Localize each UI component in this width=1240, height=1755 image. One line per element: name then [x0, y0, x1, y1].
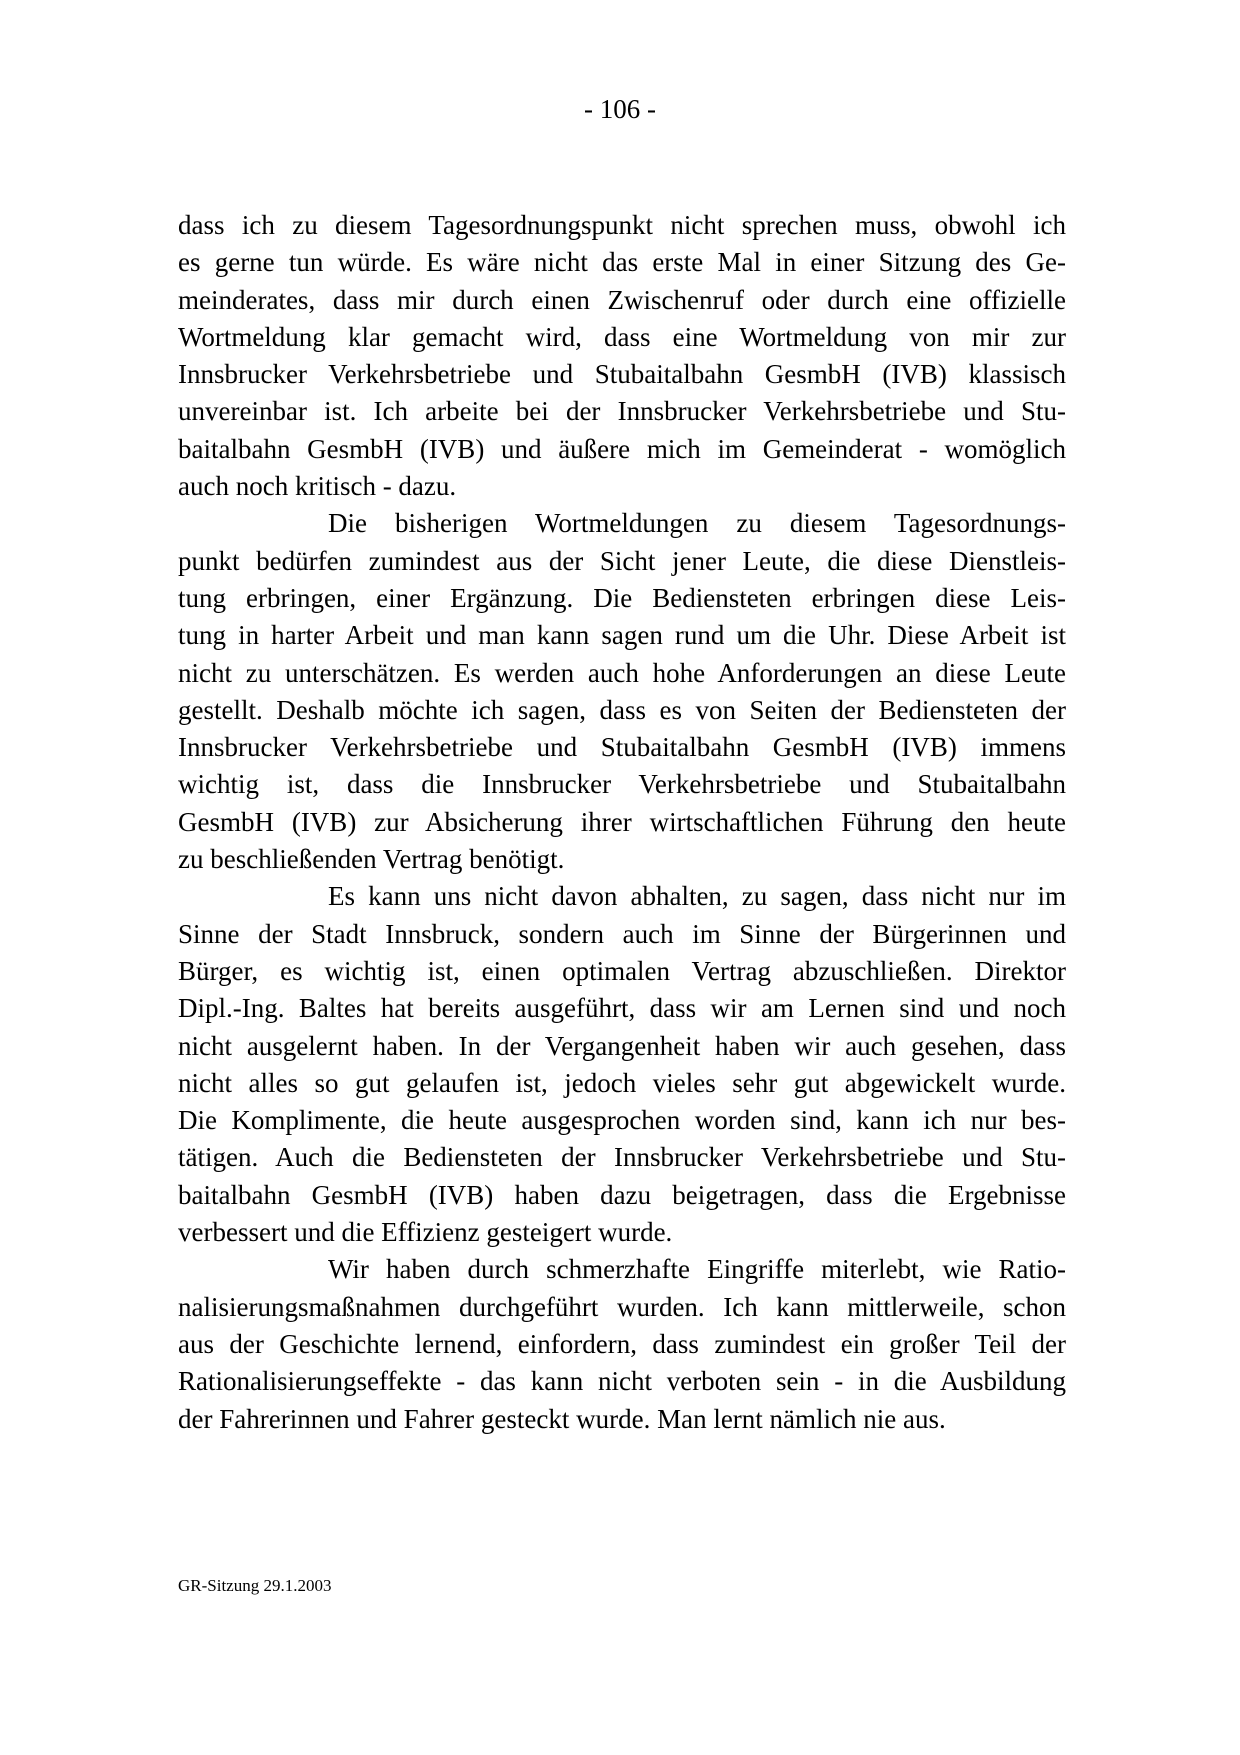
text-line: aus der Geschichte lernend, einfordern, dass zumindest ein großer Teil der	[178, 1328, 1066, 1359]
page-number: - 106 -	[584, 94, 656, 124]
text-line: nicht zu unterschätzen. Es werden auch hohe Anforderungen an diese Leute	[178, 657, 1066, 688]
text-line: Wir haben durch schmerzhafte Eingriffe miterlebt, wie Ratio-	[328, 1254, 1066, 1285]
text-line: Bürger, es wichtig ist, einen optimalen Vertrag abzuschließen. Direktor	[178, 955, 1066, 986]
text-line: Innsbrucker Verkehrsbetriebe und Stubaitalbahn GesmbH (IVB) immens	[178, 732, 1066, 763]
text-line: tung in harter Arbeit und man kann sagen rund um die Uhr. Diese Arbeit ist	[178, 620, 1066, 651]
text-line: verbessert und die Effizienz gesteigert wurde.	[178, 1217, 673, 1248]
body-text	[178, 207, 1066, 1438]
text-line: unvereinbar ist. Ich arbeite bei der Innsbrucker Verkehrsbetriebe und Stu-	[178, 396, 1066, 427]
text-line: punkt bedürfen zumindest aus der Sicht jener Leute, die diese Dienstleis-	[178, 545, 1066, 576]
text-line: tung erbringen, einer Ergänzung. Die Bediensteten erbringen diese Leis-	[178, 582, 1066, 613]
text-line: baitalbahn GesmbH (IVB) haben dazu beigetragen, dass die Ergebnisse	[178, 1179, 1066, 1210]
footer-session-date: GR-Sitzung 29.1.2003	[178, 1576, 332, 1595]
text-line: Die bisherigen Wortmeldungen zu diesem Tagesordnungs-	[328, 508, 1066, 539]
text-line: Innsbrucker Verkehrsbetriebe und Stubaitalbahn GesmbH (IVB) klassisch	[178, 359, 1066, 390]
text-line: dass ich zu diesem Tagesordnungspunkt nicht sprechen muss, obwohl ich	[178, 210, 1066, 240]
text-line: auch noch kritisch - dazu.	[178, 471, 457, 502]
text-line: nicht alles so gut gelaufen ist, jedoch vieles sehr gut abgewickelt wurde.	[178, 1067, 1066, 1098]
text-line: baitalbahn GesmbH (IVB) und äußere mich im Gemeinderat - womöglich	[178, 433, 1066, 464]
text-line: GesmbH (IVB) zur Absicherung ihrer wirtschaftlichen Führung den heute	[178, 806, 1066, 837]
text-line: Dipl.-Ing. Baltes hat bereits ausgeführt, dass wir am Lernen sind und noch	[178, 993, 1066, 1024]
text-line: tätigen. Auch die Bediensteten der Innsbrucker Verkehrsbetriebe und Stu-	[178, 1142, 1066, 1173]
text-line: meinderates, dass mir durch einen Zwischenruf oder durch eine offizielle	[178, 284, 1066, 315]
text-line: zu beschließenden Vertrag benötigt.	[178, 844, 565, 875]
text-line: wichtig ist, dass die Innsbrucker Verkehrsbetriebe und Stubaitalbahn	[178, 769, 1066, 800]
text-line: Sinne der Stadt Innsbruck, sondern auch im Sinne der Bürgerinnen und	[178, 918, 1066, 949]
text-line: der Fahrerinnen und Fahrer gesteckt wurde. Man lernt nämlich nie aus.	[178, 1403, 946, 1434]
text-line: Wortmeldung klar gemacht wird, dass eine Wortmeldung von mir zur	[178, 321, 1066, 352]
text-line: gestellt. Deshalb möchte ich sagen, dass es von Seiten der Bediensteten der	[178, 694, 1066, 725]
text-line: nicht ausgelernt haben. In der Vergangenheit haben wir auch gesehen, dass	[178, 1030, 1066, 1061]
text-line: Die Komplimente, die heute ausgesprochen worden sind, kann ich nur bes-	[178, 1105, 1066, 1136]
text-line: Rationalisierungseffekte - das kann nicht verboten sein - in die Ausbildung	[178, 1366, 1066, 1397]
text-line: es gerne tun würde. Es wäre nicht das erste Mal in einer Sitzung des Ge-	[178, 247, 1066, 278]
text-line: Es kann uns nicht davon abhalten, zu sagen, dass nicht nur im	[328, 881, 1066, 912]
text-line: nalisierungsmaßnahmen durchgeführt wurden. Ich kann mittlerweile, schon	[178, 1291, 1066, 1322]
